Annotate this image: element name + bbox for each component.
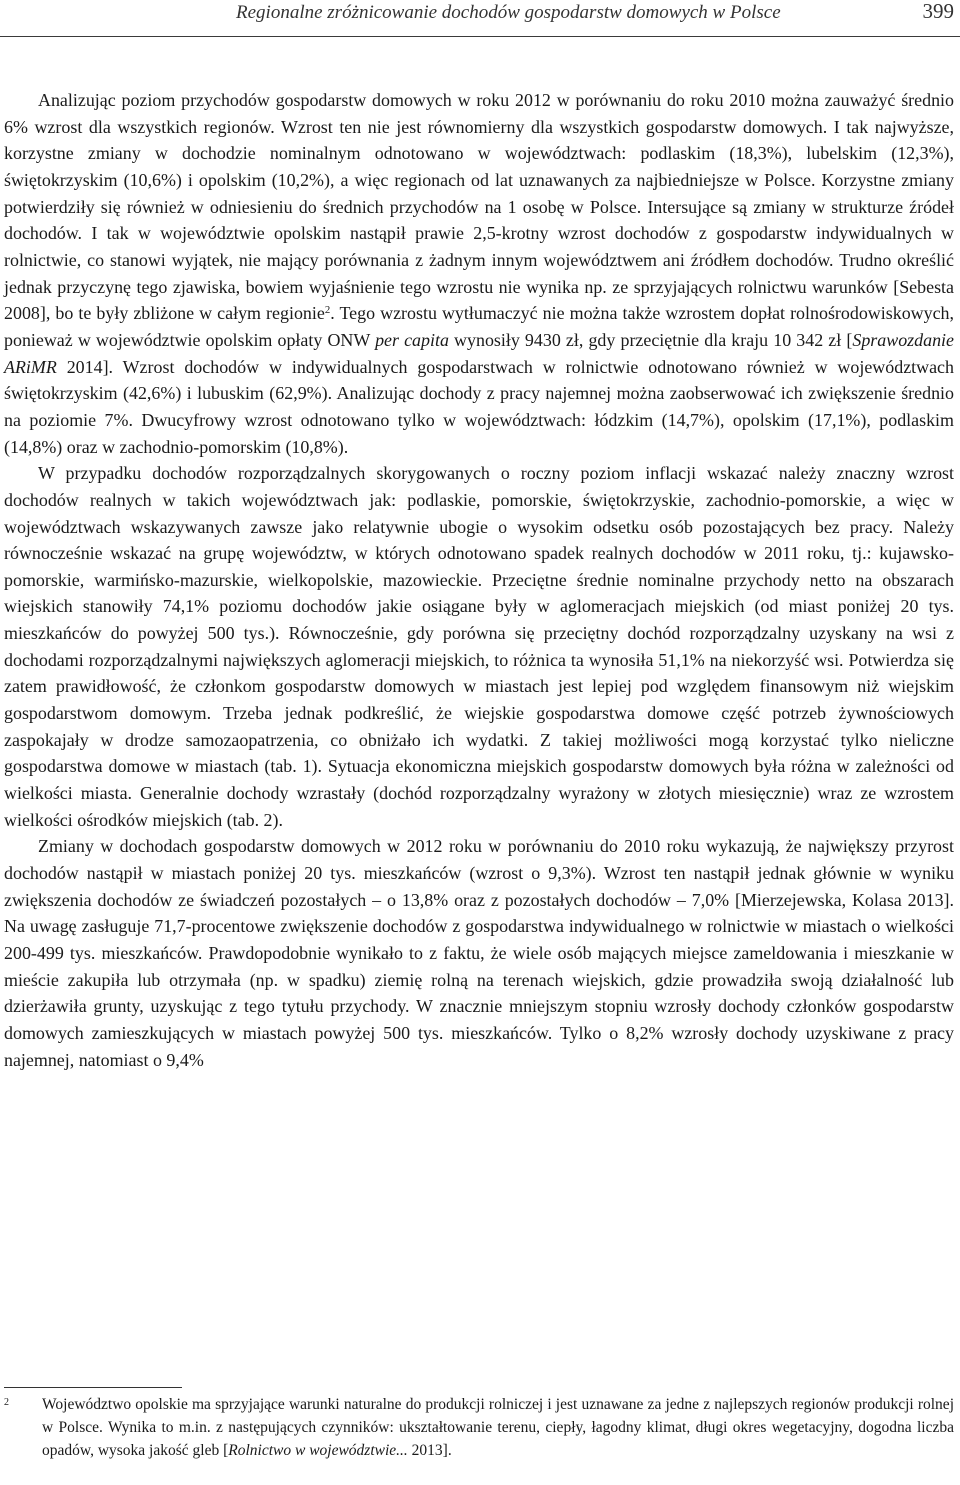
page-number: 399	[922, 0, 954, 23]
paragraph-2: W przypadku dochodów rozporządzalnych skorygowanych o roczny poziom inflacji wskazać należy znaczny wzrost dochodów realnych w takich województwach jak: podlaskie, pomorskie, świętokrzyskie, zachodnio-pomorskie, a więc w województwach wskazywanych zawsze jako relatywnie ubogie o wysokim odsetku osób pozostających bez pracy. Należy równocześnie wskazać na grupę województw, w których odnotowano spadek realnych dochodów w 2011 roku, tj.: kujawsko-pomorskie, warmińsko-mazurskie, wielkopolskie, mazowieckie. Przeciętne średnie nominalne przychody netto na obszarach wiejskich stanowiły 74,1% poziomu dochodów jakie osiągane były w aglomeracjach miejskich (od miast poniżej 20 tys. mieszkańców do powyżej 500 tys.). Równocześnie, gdy porówna się przeciętny dochód rozporządzalny uzyskany na wsi z dochodami rozporządzalnymi największych aglomeracji miejskich, to różnica ta wynosiła 51,1% na niekorzyść wsi. Potwierdza się zatem prawidłowość, że członkom gospodarstw domowych w miastach jest lepiej pod względem finansowym niż wiejskim gospodarstwom domowym. Trzeba jednak podkreślić, że wiejskie gospodarstwa domowe część potrzeb żywnościowych zaspokajały w drodze samozaopatrzenia, co obniżało ich wydatki. Z takiej możliwości mogą korzystać tylko nieliczne gospodarstwa domowe w miastach (tab. 1). Sytuacja ekonomiczna miejskich gospodarstw domowych była różna w zależności od wielkości miasta. Generalnie dochody wzrastały (dochód rozporządzalny wyrażony w złotych miesięcznie) wraz ze wzrostem wielkości ośrodków miejskich (tab. 2).	[4, 463, 954, 830]
page-header	[0, 0, 960, 40]
paragraph-1: Analizując poziom przychodów gospodarstw domowych w roku 2012 w porównaniu do roku 2010 można zauważyć średnio 6% wzrost dla wszystkich regionów. Wzrost ten nie jest równomierny dla wszystkich gospodarstw domowych. I tak najwyższe, korzystne zmiany w dochodzie nominalnym odnotowano w województwach: podlaskim (18,3%), lubelskim (12,3%), świętokrzyskim (10,6%) i opolskim (10,2%), a więc regionach od lat uznawanych za najbiedniejsze w Polsce. Korzystne zmiany potwierdziły się również w odniesieniu do średnich przychodów na 1 osobę w Polsce. Intersujące są zmiany w strukturze źródeł dochodów. I tak w województwie opolskim nastąpił prawie 2,5-krotny wzrost dochodów z gospodarstw indywidualnych w rolnictwie, co stanowi wyjątek, nie mający porównania z żadnym innym województwem ani źródłem dochodów. Trudno określić jednak przyczynę tego zjawiska, bowiem wyjaśnienie tego wzrostu nie wynika np. ze sprzyjających rolnictwu warunków [Sebesta 2008], bo te były zbliżone w całym regionie$^2$. Tego wzrostu wytłumaczyć nie można także wzrostem dopłat rolnośrodowiskowych, ponieważ w województwie opolskim opłaty ONW per capita wynosiły 9430 zł, gdy przeciętnie dla kraju 10 342 zł [Sprawozdanie ARiMR 2014]. Wzrost dochodów w indywidualnych gospodarstwach w rolnictwie odnotowano również w województwach świętokrzyskim (42,6%) i lubuskim (62,9%). Analizując dochody z pracy najemnej można zaobserwować ich zwiększenie średnio na poziomie 7%. Dwucyfrowy wzrost odnotowano tylko w województwach: łódzkim (14,7%), opolskim (17,1%), podlaskim (14,8%) oraz w zachodnio-pomorskim (10,8%).	[4, 90, 954, 457]
footnote-marker: 2	[4, 1397, 9, 1408]
running-title: Regionalne zróżnicowanie dochodów gospodarstw domowych w Polsce	[236, 2, 781, 23]
footnote	[4, 1393, 954, 1463]
footnote-rule	[4, 1387, 182, 1388]
footnote-text: Województwo opolskie ma sprzyjające warunki naturalne do produkcji rolniczej i jest uznawane za jedne z najlepszych regionów produkcji rolnej w Polsce. Wynika to m.in. z następujących czynników: ukształtowanie terenu, ciepły, łagodny klimat, długi okres wegetacyjny, dogodna liczba opadów, wysoka jakość gleb [Rolnictwo w województwie... 2013].	[42, 1396, 954, 1460]
header-rule	[0, 36, 960, 37]
paragraph-3: Zmiany w dochodach gospodarstw domowych w 2012 roku w porównaniu do 2010 roku wykazują, że największy przyrost dochodów nastąpił w miastach poniżej 20 tys. mieszkańców (wzrost o 9,3%). Wzrost ten nastąpił jednak głównie w wyniku zwiększenia dochodów ze świadczeń pozostałych – o 13,8% oraz z pozostałych dochodów – 7,0% [Mierzejewska, Kolasa 2013]. Na uwagę zasługuje 71,7-procentowe zwiększenie dochodów z gospodarstwa indywidualnego w rolnictwie w miastach o wielkości 200-499 tys. mieszkańców. Prawdopodobnie wynikało to z faktu, że wiele osób mających miejsce zameldowania i mieszkanie w mieście zakupiła lub otrzymała (np. w spadku) ziemię rolną na terenach wiejskich, gdzie prowadziła swoją działalność lub dzierżawiła grunty, uzyskując z tego tytułu przychody. W znacznie mniejszym stopniu wzrosły dochody członków gospodarstw domowych zamieszkujących w miastach powyżej 500 tys. mieszkańców. Tylko o 8,2% wzrosły dochody uzyskiwane z pracy najemnej, natomiast o 9,4%	[4, 836, 954, 1070]
footnote-reference[interactable]: 2	[324, 304, 331, 317]
body-text	[4, 87, 954, 1073]
